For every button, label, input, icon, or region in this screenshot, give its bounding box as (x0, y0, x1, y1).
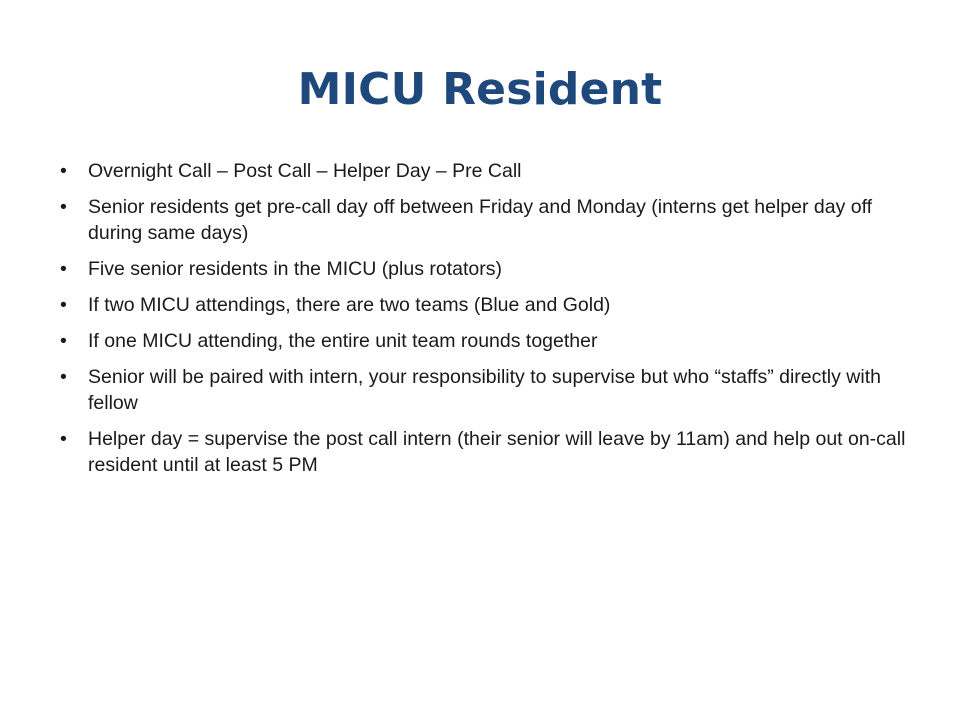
bullet-icon: • (60, 196, 67, 218)
bullet-icon: • (60, 160, 67, 182)
bullet-item (60, 364, 910, 416)
bullet-icon: • (60, 258, 67, 280)
bullet-item (60, 256, 910, 282)
bullet-text: Overnight Call – Post Call – Helper Day – Pre Call (88, 160, 522, 182)
bullet-text: If one MICU attending, the entire unit team rounds together (88, 330, 598, 352)
bullet-item (60, 328, 910, 354)
bullet-icon: • (60, 366, 67, 388)
bullet-icon: • (60, 294, 67, 316)
bullet-text: Five senior residents in the MICU (plus rotators) (88, 258, 502, 280)
bullet-item (60, 426, 910, 478)
bullet-text: If two MICU attendings, there are two teams (Blue and Gold) (88, 294, 611, 316)
bullet-item (60, 158, 910, 184)
bullet-text: Senior residents get pre-call day off between Friday and Monday (interns get helper day off during same days) (88, 196, 873, 244)
bullet-item (60, 292, 910, 318)
bullet-icon: • (60, 330, 67, 352)
bullet-list (60, 158, 910, 488)
slide-title: MICU Resident (297, 64, 663, 115)
bullet-icon: • (60, 428, 67, 450)
bullet-text: Helper day = supervise the post call intern (their senior will leave by 11am) and help out on-call resident until at least 5 PM (88, 428, 906, 476)
bullet-text: Senior will be paired with intern, your responsibility to supervise but who “staffs” directly with fellow (88, 366, 881, 414)
bullet-item (60, 194, 910, 246)
